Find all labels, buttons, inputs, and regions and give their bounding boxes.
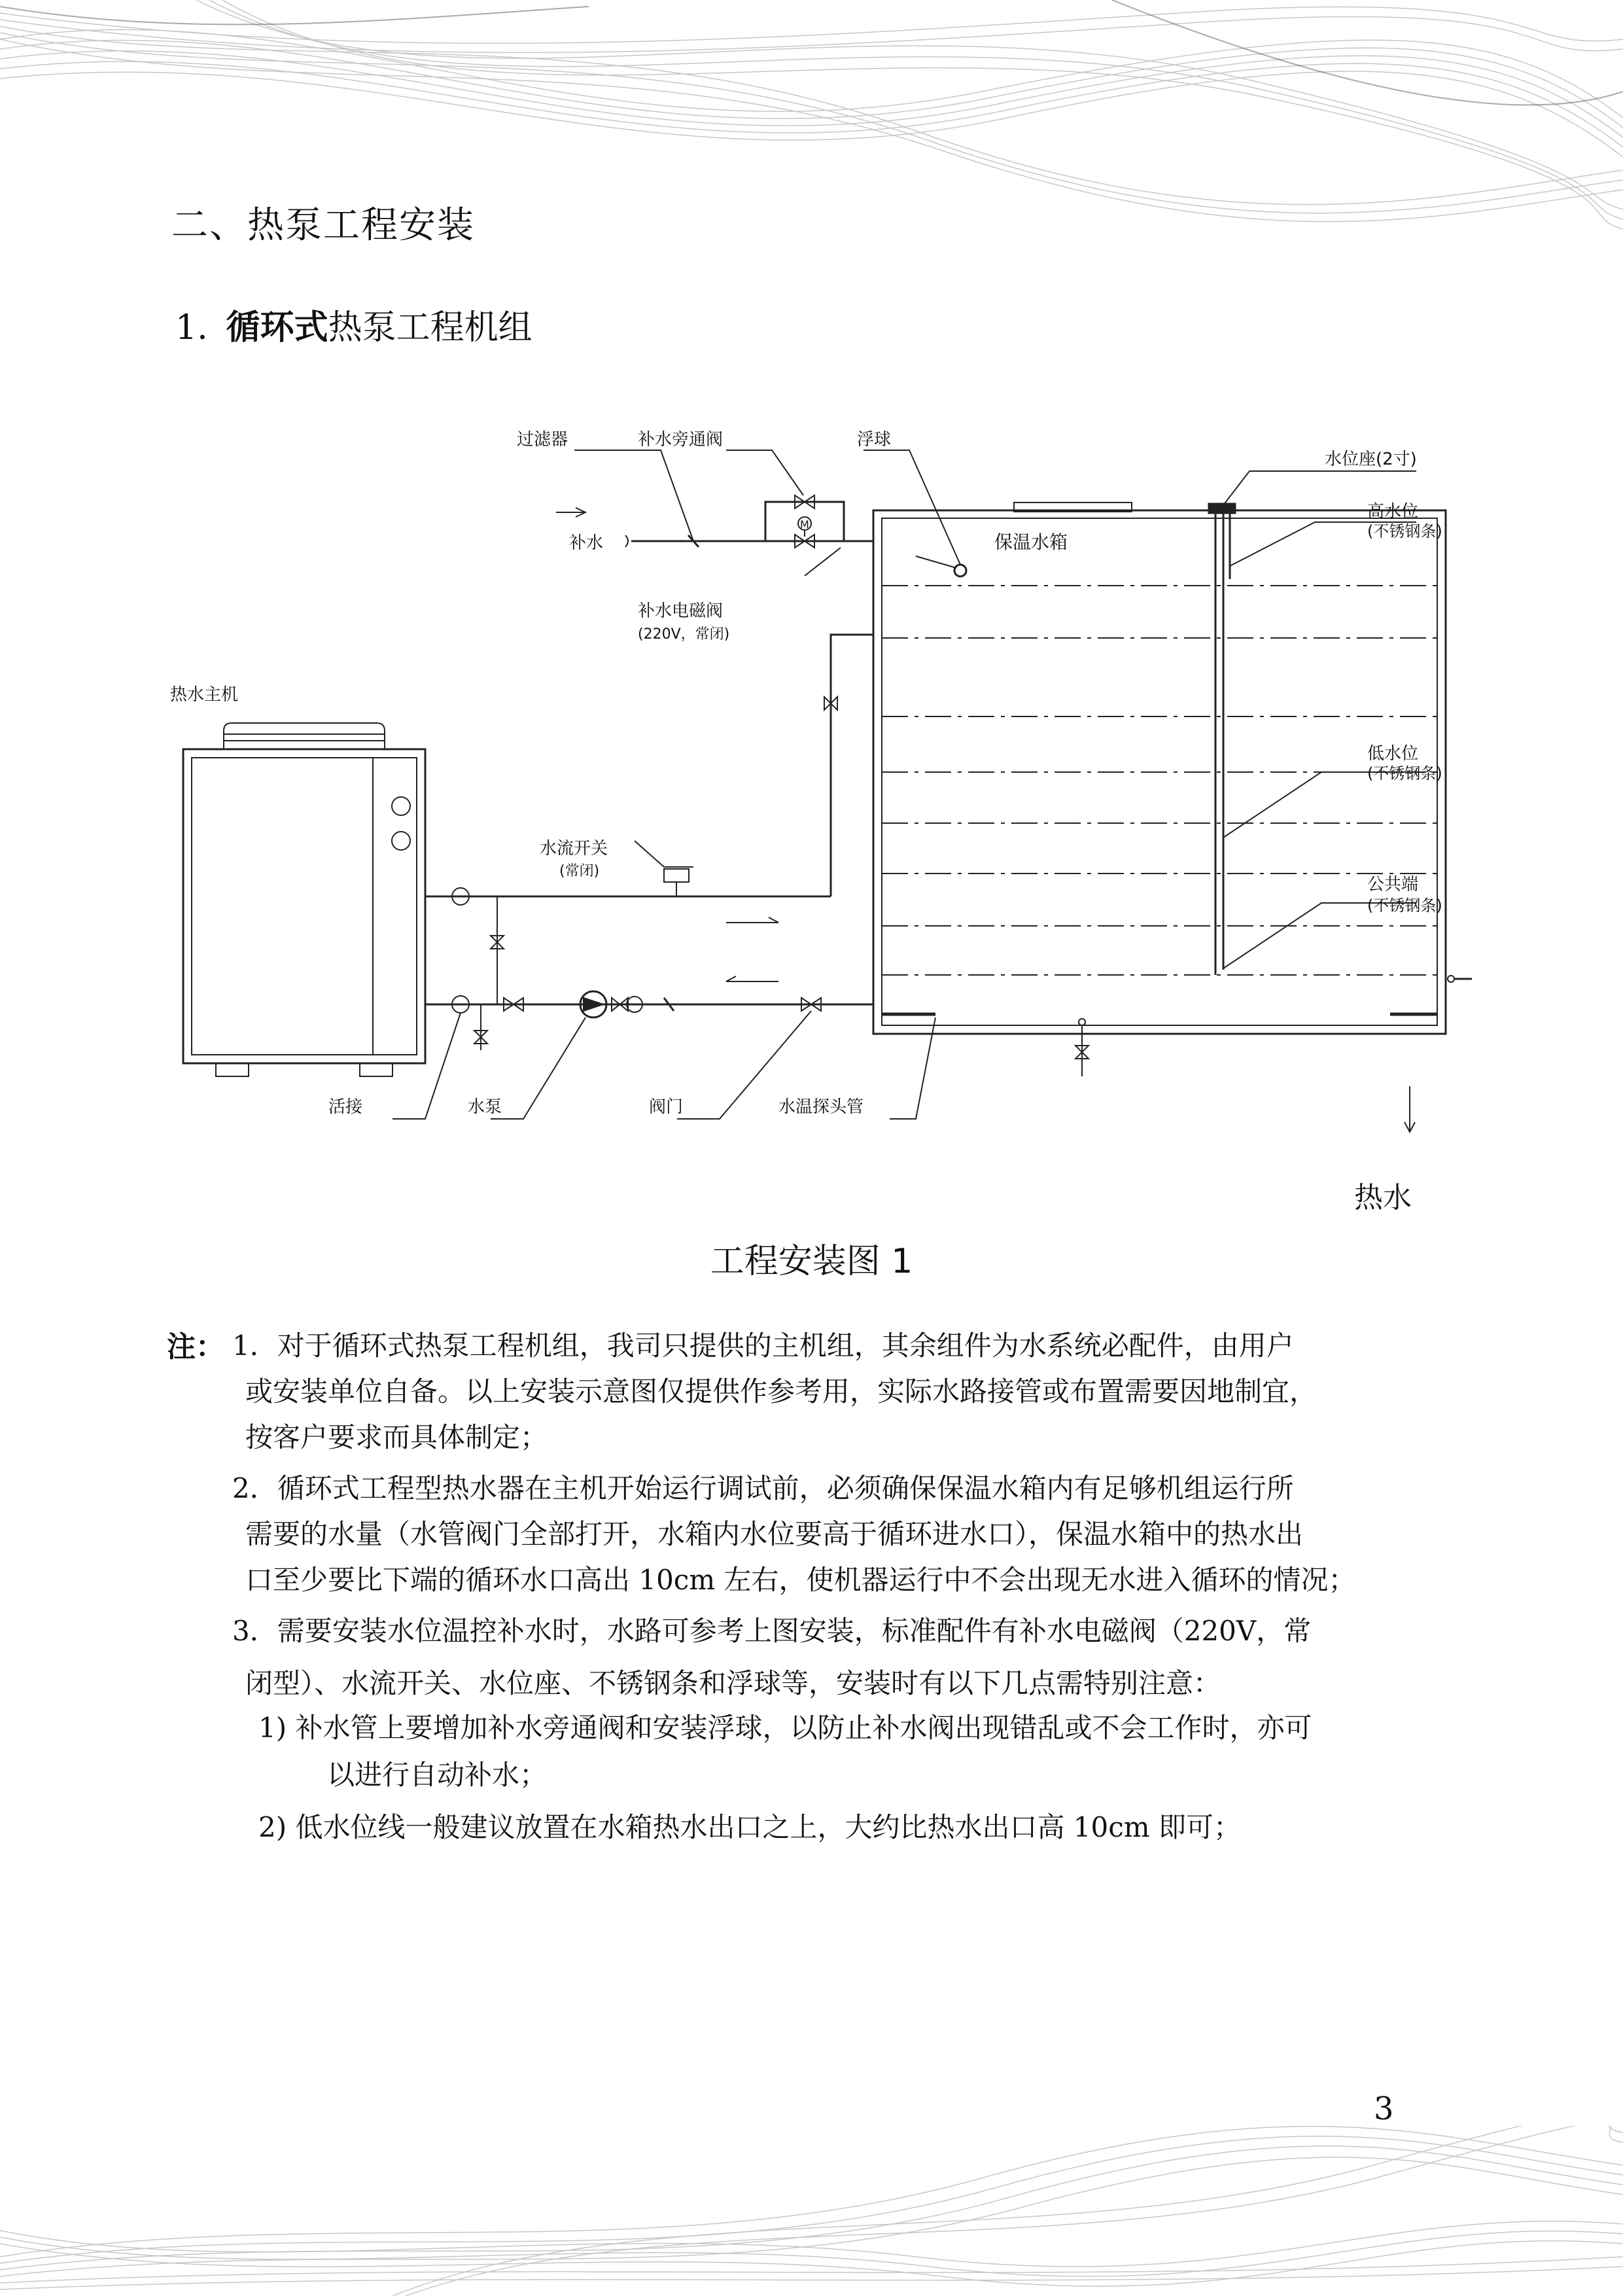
label-common-note: (不锈钢条) (1367, 896, 1442, 915)
label-bypass-valve: 补水旁通阀 (638, 430, 724, 450)
pump-triangle (584, 998, 603, 1011)
host-foot-left (216, 1063, 249, 1076)
label-pump: 水泵 (468, 1097, 502, 1117)
hot-water-pipe (1454, 979, 1472, 1165)
note-line-9: 1) 补水管上要增加补水旁通阀和安装浮球，以防止补水阀出现错乱或不会工作时，亦可 (258, 1712, 1312, 1744)
note-line-8: 闭型）、水流开关、水位座、不锈钢条和浮球等，安装时有以下几点需特别注意： (245, 1667, 1221, 1699)
label-valve: 阀门 (649, 1097, 684, 1117)
leader-probe (890, 1017, 935, 1119)
note-line-1: 1．对于循环式热泵工程机组，我司只提供的主机组，其余组件为水系统必配件，由用户 (232, 1330, 1294, 1362)
note-line-6: 口至少要比下端的循环水口高出 10cm 左右，使机器运行中不会出现无水进入循环的情况； (245, 1564, 1356, 1596)
label-makeup-water: 补水 (569, 533, 604, 553)
leader-float (864, 450, 960, 565)
hot-water-arrow (1405, 1086, 1415, 1132)
label-flow-switch: 水流开关 (540, 839, 608, 858)
page-number: 3 (1374, 2091, 1394, 2127)
note-line-4: 2．循环式工程型热水器在主机开始运行调试前，必须确保保温水箱内有足够机组运行所 (232, 1472, 1294, 1504)
float-arm (916, 556, 956, 568)
label-host: 热水主机 (170, 685, 239, 705)
host-body (183, 749, 425, 1063)
label-hot-water: 热水 (1354, 1181, 1412, 1214)
label-level-seat: 水位座(2寸) (1325, 450, 1417, 469)
leader-bypass (726, 450, 803, 495)
subsection-rest-text: 热泵工程机组 (328, 308, 532, 347)
label-filter: 过滤器 (517, 430, 568, 450)
leader-union (393, 1013, 461, 1119)
label-high-level-note: (不锈钢条) (1367, 522, 1442, 540)
tank-drain-fitting (1079, 1019, 1085, 1025)
label-motor-symbol: M (800, 518, 809, 531)
label-insulated-tank: 保温水箱 (994, 531, 1068, 553)
leader-filter (574, 450, 693, 541)
flow-arrow-right (726, 917, 778, 923)
label-high-level: 高水位 (1367, 502, 1419, 521)
label-flow-switch-note: (常闭) (559, 863, 600, 879)
leader-flow-switch (635, 841, 693, 867)
label-low-level-note: (不锈钢条) (1367, 764, 1442, 783)
decorative-waves-bottom (0, 2126, 1623, 2296)
notes-label: 注： (167, 1330, 224, 1364)
return-pipe-vertical (831, 635, 873, 896)
note-line-10: 以进行自动补水； (327, 1759, 548, 1791)
note-line-5: 需要的水量（水管阀门全部打开，水箱内水位要高于循环进水口），保温水箱中的热水出 (245, 1518, 1304, 1550)
installation-diagram (150, 406, 1472, 1217)
label-float-ball: 浮球 (857, 430, 892, 450)
host-fan-top (224, 723, 385, 749)
flow-switch (664, 869, 689, 882)
float-ball (954, 565, 966, 576)
label-low-level: 低水位 (1367, 744, 1419, 764)
label-temp-probe: 水温探头管 (778, 1097, 864, 1117)
host-gauge-2 (392, 832, 410, 850)
host-foot-right (360, 1063, 393, 1076)
section-title: 二、热泵工程安装 (171, 204, 475, 247)
note-line-7: 3．需要安装水位温控补水时，水路可参考上图安装，标准配件有补水电磁阀（220V，常 (232, 1615, 1312, 1647)
subsection-number: 1. (175, 308, 208, 347)
level-seat (1209, 504, 1235, 513)
leader-level-seat (1223, 471, 1416, 505)
note-line-2: 或安装单位自备。以上安装示意图仅提供作参考用，实际水路接管或布置需要因地制宜， (245, 1375, 1318, 1407)
makeup-squiggle (625, 535, 628, 547)
figure-caption: 工程安装图 1 (710, 1242, 913, 1281)
hot-outlet-fitting (1448, 976, 1454, 982)
host-inner (192, 758, 417, 1055)
subsection-title (175, 300, 532, 349)
note-line-3: 按客户要求而具体制定； (245, 1421, 548, 1453)
leader-pump (491, 1017, 585, 1119)
label-union: 活接 (328, 1097, 363, 1117)
host-gauge-1 (392, 797, 410, 815)
label-solenoid-valve: 补水电磁阀 (638, 601, 724, 621)
leader-solenoid (805, 548, 841, 576)
subsection-bold-text: 循环式 (226, 308, 328, 347)
label-common: 公共端 (1367, 875, 1419, 894)
flow-arrow-left (726, 976, 778, 981)
label-solenoid-note: (220V，常闭) (638, 626, 730, 643)
note-line-11: 2) 低水位线一般建议放置在水箱热水出口之上，大约比热水出口高 10cm 即可； (258, 1811, 1241, 1843)
makeup-arrow (556, 508, 585, 517)
